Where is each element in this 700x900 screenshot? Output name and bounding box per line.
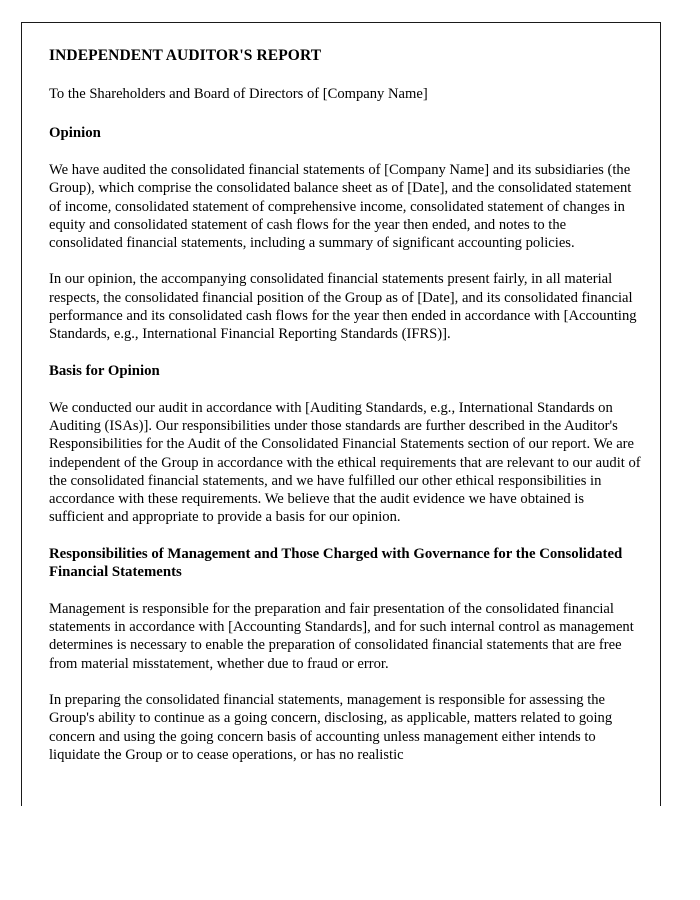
paragraph-responsibilities-of-management-1: Management is responsible for the preparation and fair presentation of the consolidated financial statements in accordance with [Accounting Standards], and for such internal control as management determines is necessary to enable the preparation of consolidated financial statements that are free from material misstatement, whether due to fraud or error. (49, 600, 634, 672)
document-page (21, 22, 661, 806)
section-heading-responsibilities-of-management: Responsibilities of Management and Those Charged with Governance for the Consolidated Financial Statements (49, 545, 623, 580)
paragraph-opinion-2: In our opinion, the accompanying consolidated financial statements present fairly, in all material respects, the consolidated financial position of the Group as of [Date], and its consolidated financial performance and its consolidated cash flows for the year then ended in accordance with [Accounting Standards, e.g., International Financial Reporting Standards (IFRS)]. (49, 271, 637, 343)
paragraph-basis-for-opinion-1: We conducted our audit in accordance with [Auditing Standards, e.g., International Standards on Auditing (ISAs)]. Our responsibilities under those standards are further described in the Auditor's Responsibilities for the Audit of the Consolidated Financial Statements section of our report. We are independent of the Group in accordance with the ethical requirements that are relevant to our audit of the consolidated financial statements, and we have fulfilled our other ethical responsibilities in accordance with these requirements. We believe that the audit evidence we have obtained is sufficient and appropriate to provide a basis for our opinion. (49, 399, 641, 526)
section-heading-opinion: Opinion (49, 125, 101, 141)
page-title: INDEPENDENT AUDITOR'S REPORT (49, 47, 322, 64)
section-heading-basis-for-opinion: Basis for Opinion (49, 362, 160, 379)
paragraph-responsibilities-of-management-2: In preparing the consolidated financial statements, management is responsible for assessing the Group's ability to continue as a going concern, disclosing, as applicable, matters related to going concern and using the going concern basis of accounting unless management either intends to liquidate the Group or to cease operations, or has no realistic (49, 691, 613, 763)
document-body (49, 47, 641, 764)
paragraph-opinion-1: We have audited the consolidated financial statements of [Company Name] and its subsidiaries (the Group), which comprise the consolidated balance sheet as of [Date], and the consolidated statement of income, consolidated statement of comprehensive income, consolidated statement of changes in equity and consolidated statement of cash flows for the year then ended, and notes to the consolidated financial statements, including a summary of significant accounting policies. (49, 162, 632, 252)
addressee-line: To the Shareholders and Board of Directors of [Company Name] (49, 86, 428, 102)
